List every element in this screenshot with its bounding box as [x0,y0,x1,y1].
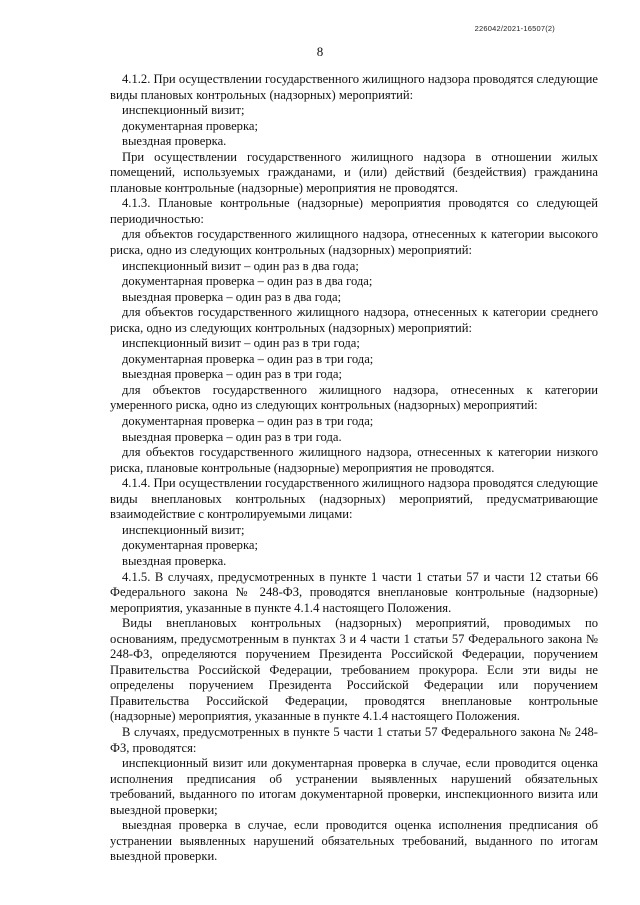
list-item: инспекционный визит; [122,522,245,537]
list-item: выездная проверка – один раз в три года; [122,367,342,382]
paragraph: для объектов государственного жилищного надзора, отнесенных к категории низкого риска, плановые контрольные (надзорные) мероприятия не проводятся. [110,445,598,475]
list-item: документарная проверка – один раз в три года; [122,414,374,429]
paragraph: для объектов государственного жилищного надзора, отнесенных к категории среднего риска, одно из следующих контрольных (надзорных) мероприятий: [110,305,598,335]
list-item: инспекционный визит – один раз в два года; [122,258,359,273]
list-item: выездная проверка – один раз в два года; [122,289,342,304]
list-item: инспекционный визит – один раз в три года; [122,336,360,351]
list-item: документарная проверка – один раз в три года; [122,351,374,366]
list-item: инспекционный визит; [122,103,245,118]
document-body [110,72,598,865]
paragraph: 4.1.5. В случаях, предусмотренных в пункте 1 части 1 статьи 57 и части 12 статьи 66 Федерального закона № 248-ФЗ, проводятся внеплановые контрольные (надзорные) мероприятия, указанные в пункте 4.1.4 настоящего Положения. [110,569,598,615]
page-number: 8 [316,44,324,59]
paragraph: В случаях, предусмотренных в пункте 5 части 1 статьи 57 Федерального закона № 248-ФЗ, проводятся: [110,724,598,755]
paragraph: Виды внеплановых контрольных (надзорных) мероприятий, проводимых по основаниям, предусмотренным в пунктах 3 и 4 части 1 статьи 57 Федерального закона № 248-ФЗ, определяются поручением Президента Российской Федерации, поручением Правительства Российской Федерации, требованием прокурора. Если эти виды не определены поручением Президента Российской Федерации или поручением Правительства Российской Федерации, проводятся внеплановые контрольные (надзорные) мероприятия, указанные в пункте 4.1.4 настоящего Положения. [110,616,598,724]
paragraph: выездная проверка в случае, если проводится оценка исполнения предписания об устранении выявленных нарушений обязательных требований, выданного по итогам выездной проверки. [110,818,598,864]
paragraph: 4.1.2. При осуществлении государственного жилищного надзора проводятся следующие виды плановых контрольных (надзорных) мероприятий: [110,72,598,102]
paragraph: 4.1.4. При осуществлении государственного жилищного надзора проводятся следующие виды внеплановых контрольных (надзорных) мероприятий, предусматривающие взаимодействие с контролируемыми лицами: [110,476,598,522]
paragraph: При осуществлении государственного жилищного надзора в отношении жилых помещений, используемых гражданами, и (или) действий (бездействия) гражданина плановые контрольные (надзорные) мероприятия не проводятся. [110,149,598,195]
document-registration-number: 226042/2021-16507(2) [474,24,555,33]
paragraph: инспекционный визит или документарная проверка в случае, если проводится оценка исполнения предписания об устранении выявленных нарушений обязательных требований, выданного по итогам документарной проверки, инспекционного визита или выездной проверки; [110,756,598,817]
list-item: выездная проверка – один раз в три года. [122,429,342,444]
list-item: документарная проверка – один раз в два года; [122,274,373,289]
list-item: документарная проверка; [122,538,258,553]
paragraph: 4.1.3. Плановые контрольные (надзорные) мероприятия проводятся со следующей периодичностью: [110,196,598,226]
list-item: документарная проверка; [122,118,258,133]
paragraph: для объектов государственного жилищного надзора, отнесенных к категории высокого риска, одно из следующих контрольных (надзорных) мероприятий: [110,227,598,258]
list-item: выездная проверка. [122,553,227,568]
paragraph: для объектов государственного жилищного надзора, отнесенных к категории умеренного риска, одно из следующих контрольных (надзорных) мероприятий: [110,382,598,413]
list-item: выездная проверка. [122,134,227,149]
